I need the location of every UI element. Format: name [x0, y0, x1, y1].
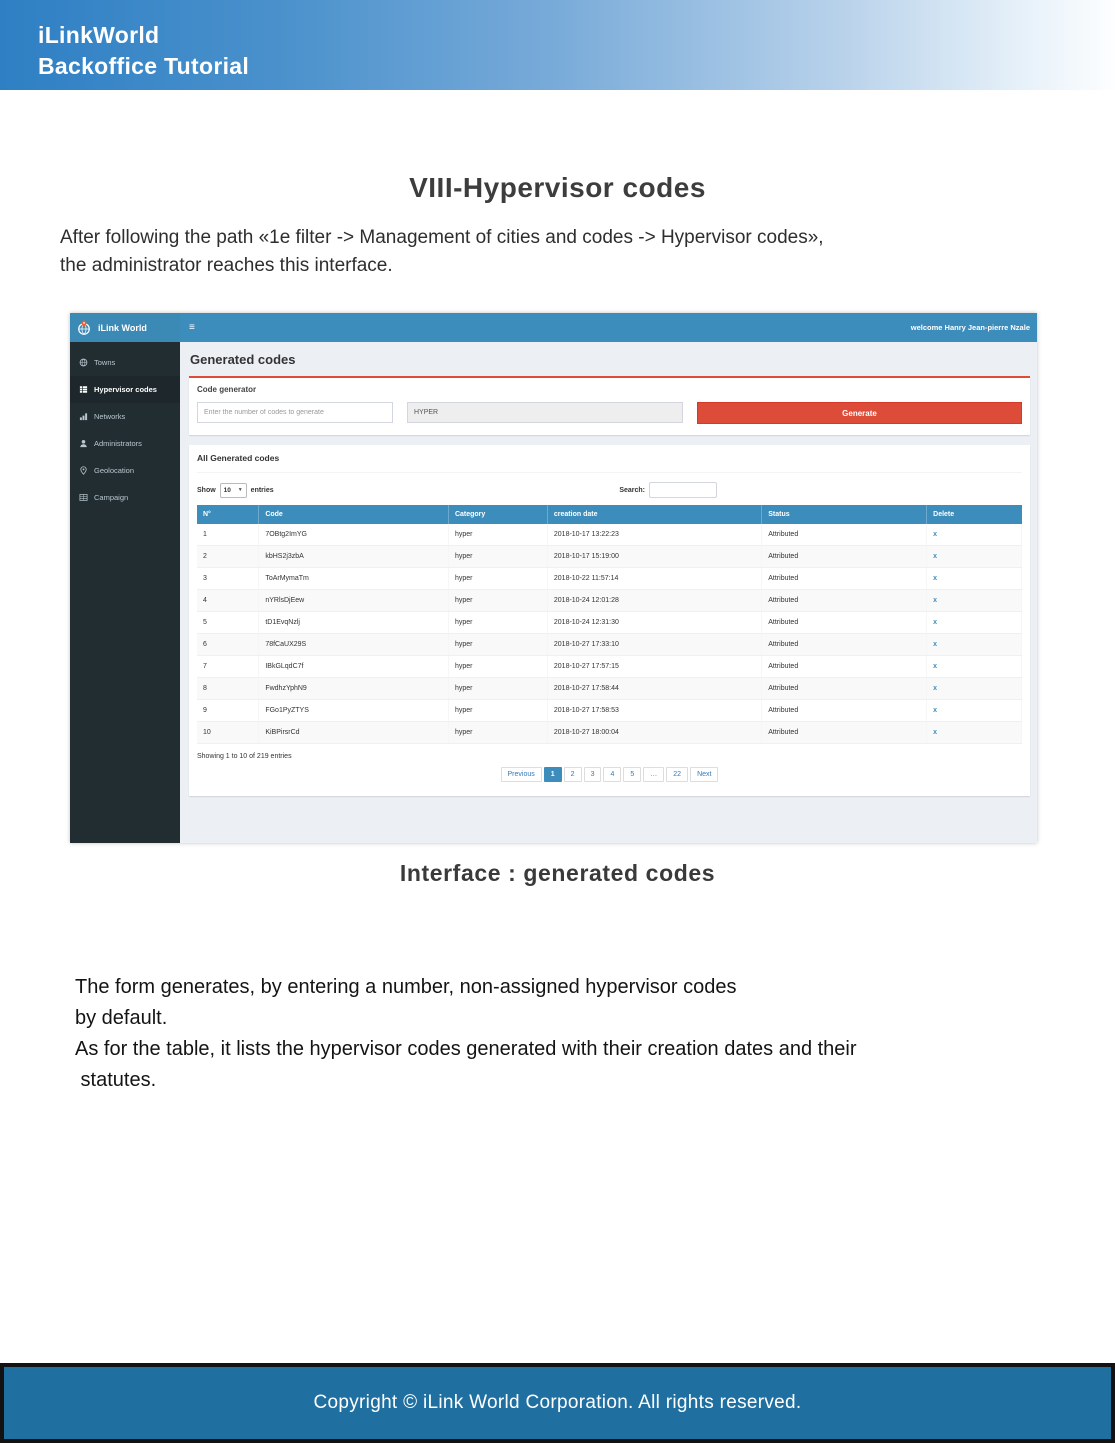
table-summary: Showing 1 to 10 of 219 entries — [197, 753, 292, 760]
cell-status: Attributed — [762, 546, 927, 568]
cell-code: FGo1PyZTYS — [259, 700, 449, 722]
cell-number: 5 — [197, 612, 259, 634]
cell-status: Attributed — [762, 722, 927, 744]
bar-chart-icon — [79, 412, 88, 421]
delete-icon[interactable]: x — [933, 663, 938, 670]
cell-number: 4 — [197, 590, 259, 612]
cell-category: hyper — [448, 524, 547, 546]
delete-icon[interactable]: x — [933, 575, 938, 582]
app-screenshot — [70, 313, 1037, 843]
table-icon — [79, 493, 88, 502]
search-label: Search: — [619, 486, 645, 494]
cell-date: 2018-10-27 17:33:10 — [547, 634, 761, 656]
screenshot-caption: Interface : generated codes — [399, 860, 716, 886]
pagination — [197, 767, 1022, 782]
cell-status: Attributed — [762, 568, 927, 590]
cell-number: 7 — [197, 656, 259, 678]
cell-date: 2018-10-17 13:22:23 — [547, 524, 761, 546]
cell-code: FwdhzYphN9 — [259, 678, 449, 700]
cell-category: hyper — [448, 656, 547, 678]
page-title: VIII-Hypervisor codes — [409, 172, 706, 203]
intro-line: After following the path «1e filter -> Management of cities and codes -> Hypervisor codes», — [60, 227, 824, 248]
cell-number: 2 — [197, 546, 259, 568]
cell-status: Attributed — [762, 634, 927, 656]
cell-code: nYRlsDjEew — [259, 590, 449, 612]
body-text — [75, 972, 1055, 1096]
cell-category: hyper — [448, 634, 547, 656]
page-button-5[interactable]: 5 — [623, 767, 641, 782]
body-line: As for the table, it lists the hypervisor codes generated with their creation dates and their — [75, 1038, 857, 1060]
cell-date: 2018-10-22 11:57:14 — [547, 568, 761, 590]
delete-icon[interactable]: x — [933, 597, 938, 604]
cell-date: 2018-10-27 17:58:53 — [547, 700, 761, 722]
cell-delete — [927, 524, 1022, 546]
delete-icon[interactable]: x — [933, 619, 938, 626]
cell-delete — [927, 656, 1022, 678]
table-row — [197, 634, 1022, 656]
code-generator-title: Code generator — [197, 385, 257, 394]
app-page-heading: Generated codes — [190, 352, 296, 367]
sidebar — [70, 342, 180, 843]
sidebar-item-networks[interactable] — [70, 403, 180, 430]
header-subtitle: Backoffice Tutorial — [38, 53, 250, 79]
sidebar-item-label: Networks — [94, 412, 126, 421]
cell-number: 10 — [197, 722, 259, 744]
table-row — [197, 722, 1022, 744]
sidebar-item-towns[interactable] — [70, 349, 180, 376]
search-input[interactable] — [649, 482, 717, 498]
table-header-row — [197, 505, 1022, 524]
cell-delete — [927, 678, 1022, 700]
cell-category: hyper — [448, 590, 547, 612]
entries-label: entries — [250, 486, 274, 494]
cell-delete — [927, 722, 1022, 744]
app-brand-label: iLink World — [98, 322, 147, 333]
main-content — [180, 342, 1037, 843]
globe-pin-logo-icon — [76, 320, 92, 336]
generated-codes-panel — [189, 445, 1030, 796]
table-row — [197, 612, 1022, 634]
page-button-4[interactable]: 4 — [603, 767, 621, 782]
page-button-22[interactable]: 22 — [666, 767, 688, 782]
cell-code: ToArMymaTm — [259, 568, 449, 590]
sidebar-item-label: Hypervisor codes — [94, 385, 157, 394]
sidebar-item-label: Administrators — [94, 439, 142, 448]
cell-status: Attributed — [762, 700, 927, 722]
cell-status: Attributed — [762, 678, 927, 700]
cell-category: hyper — [448, 568, 547, 590]
cell-date: 2018-10-17 15:19:00 — [547, 546, 761, 568]
sidebar-item-geolocation[interactable] — [70, 457, 180, 484]
body-line: by default. — [75, 1007, 168, 1029]
page-button-previous[interactable]: Previous — [501, 767, 542, 782]
chevron-down-icon: ▼ — [237, 487, 243, 493]
cell-category: hyper — [448, 678, 547, 700]
cell-code: IBkGLqdC7f — [259, 656, 449, 678]
column-header-status[interactable]: Status — [762, 505, 927, 524]
codes-table — [197, 505, 1022, 744]
cell-category: hyper — [448, 700, 547, 722]
generated-codes-title: All Generated codes — [197, 453, 1022, 473]
app-navbar — [180, 313, 1037, 342]
copyright-text: Copyright © iLink World Corporation. All rights reserved. — [313, 1392, 802, 1413]
column-header-category[interactable]: Category — [448, 505, 547, 524]
cell-delete — [927, 568, 1022, 590]
cell-code: 7OBtg2ImYG — [259, 524, 449, 546]
entries-select[interactable] — [220, 483, 247, 498]
cell-code: tD1EvqNzlj — [259, 612, 449, 634]
app-topbar — [70, 313, 1037, 342]
cell-date: 2018-10-24 12:31:30 — [547, 612, 761, 634]
codes-count-input[interactable] — [197, 402, 393, 423]
globe-icon — [79, 358, 88, 367]
intro-text — [60, 224, 1070, 280]
table-row — [197, 524, 1022, 546]
cell-date: 2018-10-27 17:58:44 — [547, 678, 761, 700]
cell-code: kbHS2j3zbA — [259, 546, 449, 568]
table-row — [197, 656, 1022, 678]
sidebar-item-label: Towns — [94, 358, 116, 367]
column-header-delete[interactable]: Delete — [927, 505, 1022, 524]
delete-icon[interactable]: x — [933, 641, 938, 648]
column-header-number[interactable]: N° — [197, 505, 259, 524]
welcome-text: welcome Hanry Jean-pierre Nzale — [910, 323, 1030, 332]
cell-number: 3 — [197, 568, 259, 590]
sidebar-item-campaign[interactable] — [70, 484, 180, 511]
generate-button[interactable]: Generate — [697, 402, 1022, 424]
cell-status: Attributed — [762, 612, 927, 634]
table-row — [197, 546, 1022, 568]
cell-number: 6 — [197, 634, 259, 656]
entries-select-value: 10 — [223, 486, 231, 494]
cell-number: 1 — [197, 524, 259, 546]
table-row — [197, 678, 1022, 700]
page-button-2[interactable]: 2 — [564, 767, 582, 782]
body-line: statutes. — [75, 1069, 157, 1091]
cell-delete — [927, 612, 1022, 634]
body-line: The form generates, by entering a number, non-assigned hypervisor codes — [75, 976, 737, 998]
page-header — [0, 0, 1115, 90]
column-header-code[interactable]: Code — [259, 505, 449, 524]
cell-delete — [927, 634, 1022, 656]
page-button-[interactable]: … — [643, 767, 664, 782]
cell-category: hyper — [448, 612, 547, 634]
cell-status: Attributed — [762, 590, 927, 612]
cell-code: 78fCaUX29S — [259, 634, 449, 656]
app-logo[interactable] — [70, 313, 180, 342]
cell-code: KiBPirsrCd — [259, 722, 449, 744]
delete-icon[interactable]: x — [933, 707, 938, 714]
cell-delete — [927, 700, 1022, 722]
intro-line: the administrator reaches this interface. — [60, 255, 393, 276]
sidebar-item-label: Geolocation — [94, 466, 135, 475]
cell-date: 2018-10-27 18:00:04 — [547, 722, 761, 744]
user-icon — [79, 439, 88, 448]
show-label: Show — [197, 486, 216, 494]
cell-status: Attributed — [762, 524, 927, 546]
cell-category: hyper — [448, 722, 547, 744]
cell-category: hyper — [448, 546, 547, 568]
cell-delete — [927, 590, 1022, 612]
cell-date: 2018-10-27 17:57:15 — [547, 656, 761, 678]
map-pin-icon — [79, 466, 88, 475]
prefix-input[interactable] — [407, 402, 683, 423]
cell-date: 2018-10-24 12:01:28 — [547, 590, 761, 612]
sidebar-item-label: Campaign — [94, 493, 129, 502]
cell-number: 8 — [197, 678, 259, 700]
delete-icon[interactable]: x — [933, 685, 938, 692]
column-header-date[interactable]: creation date — [547, 505, 761, 524]
delete-icon[interactable]: x — [933, 729, 938, 736]
cell-status: Attributed — [762, 656, 927, 678]
header-brand: iLinkWorld — [38, 22, 160, 48]
cell-number: 9 — [197, 700, 259, 722]
page-button-3[interactable]: 3 — [584, 767, 602, 782]
page-footer — [0, 1363, 1115, 1443]
hamburger-menu-icon[interactable]: ≡ — [189, 322, 195, 333]
delete-icon[interactable]: x — [933, 553, 938, 560]
code-generator-panel — [189, 376, 1030, 435]
table-row — [197, 590, 1022, 612]
delete-icon[interactable]: x — [933, 531, 938, 538]
sidebar-item-administrators[interactable] — [70, 430, 180, 457]
sidebar-item-hypervisor-codes[interactable] — [70, 376, 180, 403]
table-row — [197, 568, 1022, 590]
page-button-next[interactable]: Next — [690, 767, 718, 782]
page-button-1[interactable]: 1 — [544, 767, 562, 782]
table-row — [197, 700, 1022, 722]
cell-delete — [927, 546, 1022, 568]
list-icon — [79, 385, 88, 394]
